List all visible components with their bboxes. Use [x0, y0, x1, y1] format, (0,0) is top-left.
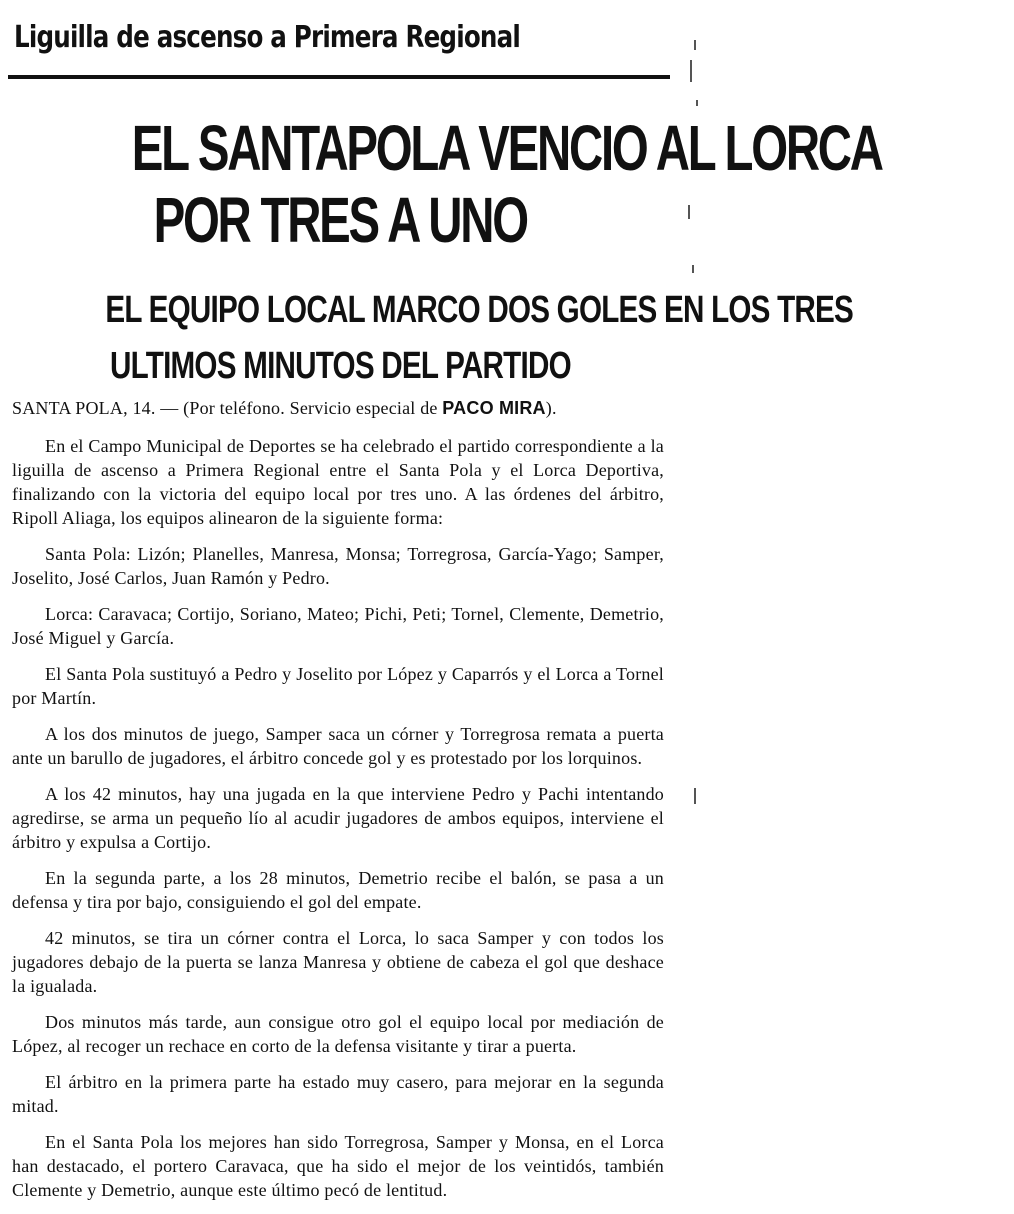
- scan-speck: [692, 265, 694, 273]
- headline-line-2-text: POR TRES A UNO: [153, 184, 527, 256]
- subheadline-line-2-text: ULTIMOS MINUTOS DEL PARTIDO: [109, 345, 571, 387]
- paragraph: A los dos minutos de juego, Samper saca un córner y Torregrosa remata a puerta ante un barullo de jugadores, el árbitro concede gol y es protestado por los lorquinos.: [12, 724, 664, 768]
- headline-line-1: [0, 112, 882, 184]
- paragraph: A los 42 minutos, hay una jugada en la que interviene Pedro y Pachi intentando agredirse, se arma un pequeño lío al acudir jugadores de ambos equipos, interviene el árbitro y expulsa a Cortijo.: [12, 784, 664, 852]
- header-rule: [8, 75, 670, 79]
- scan-speck: [696, 100, 698, 106]
- subheadline-line-1: [0, 286, 854, 334]
- section-header: Liguilla de ascenso a Primera Regional: [14, 20, 521, 55]
- subheadline-line-2: [0, 342, 680, 390]
- paragraph: En el Santa Pola los mejores han sido Torregrosa, Samper y Monsa, en el Lorca han destacado, el portero Caravaca, que ha sido el mejor de los veintidós, también Clemente y Demetrio, aunque este último pecó de lentitud.: [12, 1132, 664, 1200]
- paragraph: En el Campo Municipal de Deportes se ha celebrado el partido correspondiente a la liguilla de ascenso a Primera Regional entre el Santa Pola y el Lorca Deportiva, finalizando con la victoria del equipo local por tres uno. A las órdenes del árbitro, Ripoll Aliaga, los equipos alinearon de la siguiente forma:: [12, 436, 664, 528]
- dateline-text: SANTA POLA, 14. — (Por teléfono. Servicio especial de: [12, 398, 443, 418]
- byline: PACO MIRA: [442, 398, 546, 418]
- article-body: [12, 396, 664, 1214]
- scan-speck: [694, 40, 696, 50]
- scan-speck: [694, 788, 696, 804]
- dateline: [12, 396, 664, 420]
- paragraph: Lorca: Caravaca; Cortijo, Soriano, Mateo; Pichi, Peti; Tornel, Clemente, Demetrio, José Miguel y García.: [12, 604, 664, 648]
- headline-line-1-text: EL SANTAPOLA VENCIO AL LORCA: [131, 112, 882, 184]
- dateline-closing: ).: [545, 398, 557, 418]
- scan-speck: [690, 60, 692, 82]
- subheadline-line-1-text: EL EQUIPO LOCAL MARCO DOS GOLES EN LOS TRES: [105, 289, 854, 331]
- paragraph: Dos minutos más tarde, aun consigue otro gol el equipo local por mediación de López, al recoger un rechace en corto de la defensa visitante y tirar a puerta.: [12, 1012, 664, 1056]
- scan-speck: [688, 205, 690, 219]
- headline-line-2: [0, 184, 680, 256]
- paragraph: 42 minutos, se tira un córner contra el Lorca, lo saca Samper y con todos los jugadores debajo de la puerta se lanza Manresa y obtiene de cabeza el gol que deshace la igualada.: [12, 928, 664, 996]
- paragraph: El árbitro en la primera parte ha estado muy casero, para mejorar en la segunda mitad.: [12, 1072, 664, 1116]
- paragraph: En la segunda parte, a los 28 minutos, Demetrio recibe el balón, se pasa a un defensa y tira por bajo, consiguiendo el gol del empate.: [12, 868, 664, 912]
- paragraph: El Santa Pola sustituyó a Pedro y Joselito por López y Caparrós y el Lorca a Tornel por Martín.: [12, 664, 664, 708]
- paragraph: Santa Pola: Lizón; Planelles, Manresa, Monsa; Torregrosa, García-Yago; Samper, Joselito, José Carlos, Juan Ramón y Pedro.: [12, 544, 664, 588]
